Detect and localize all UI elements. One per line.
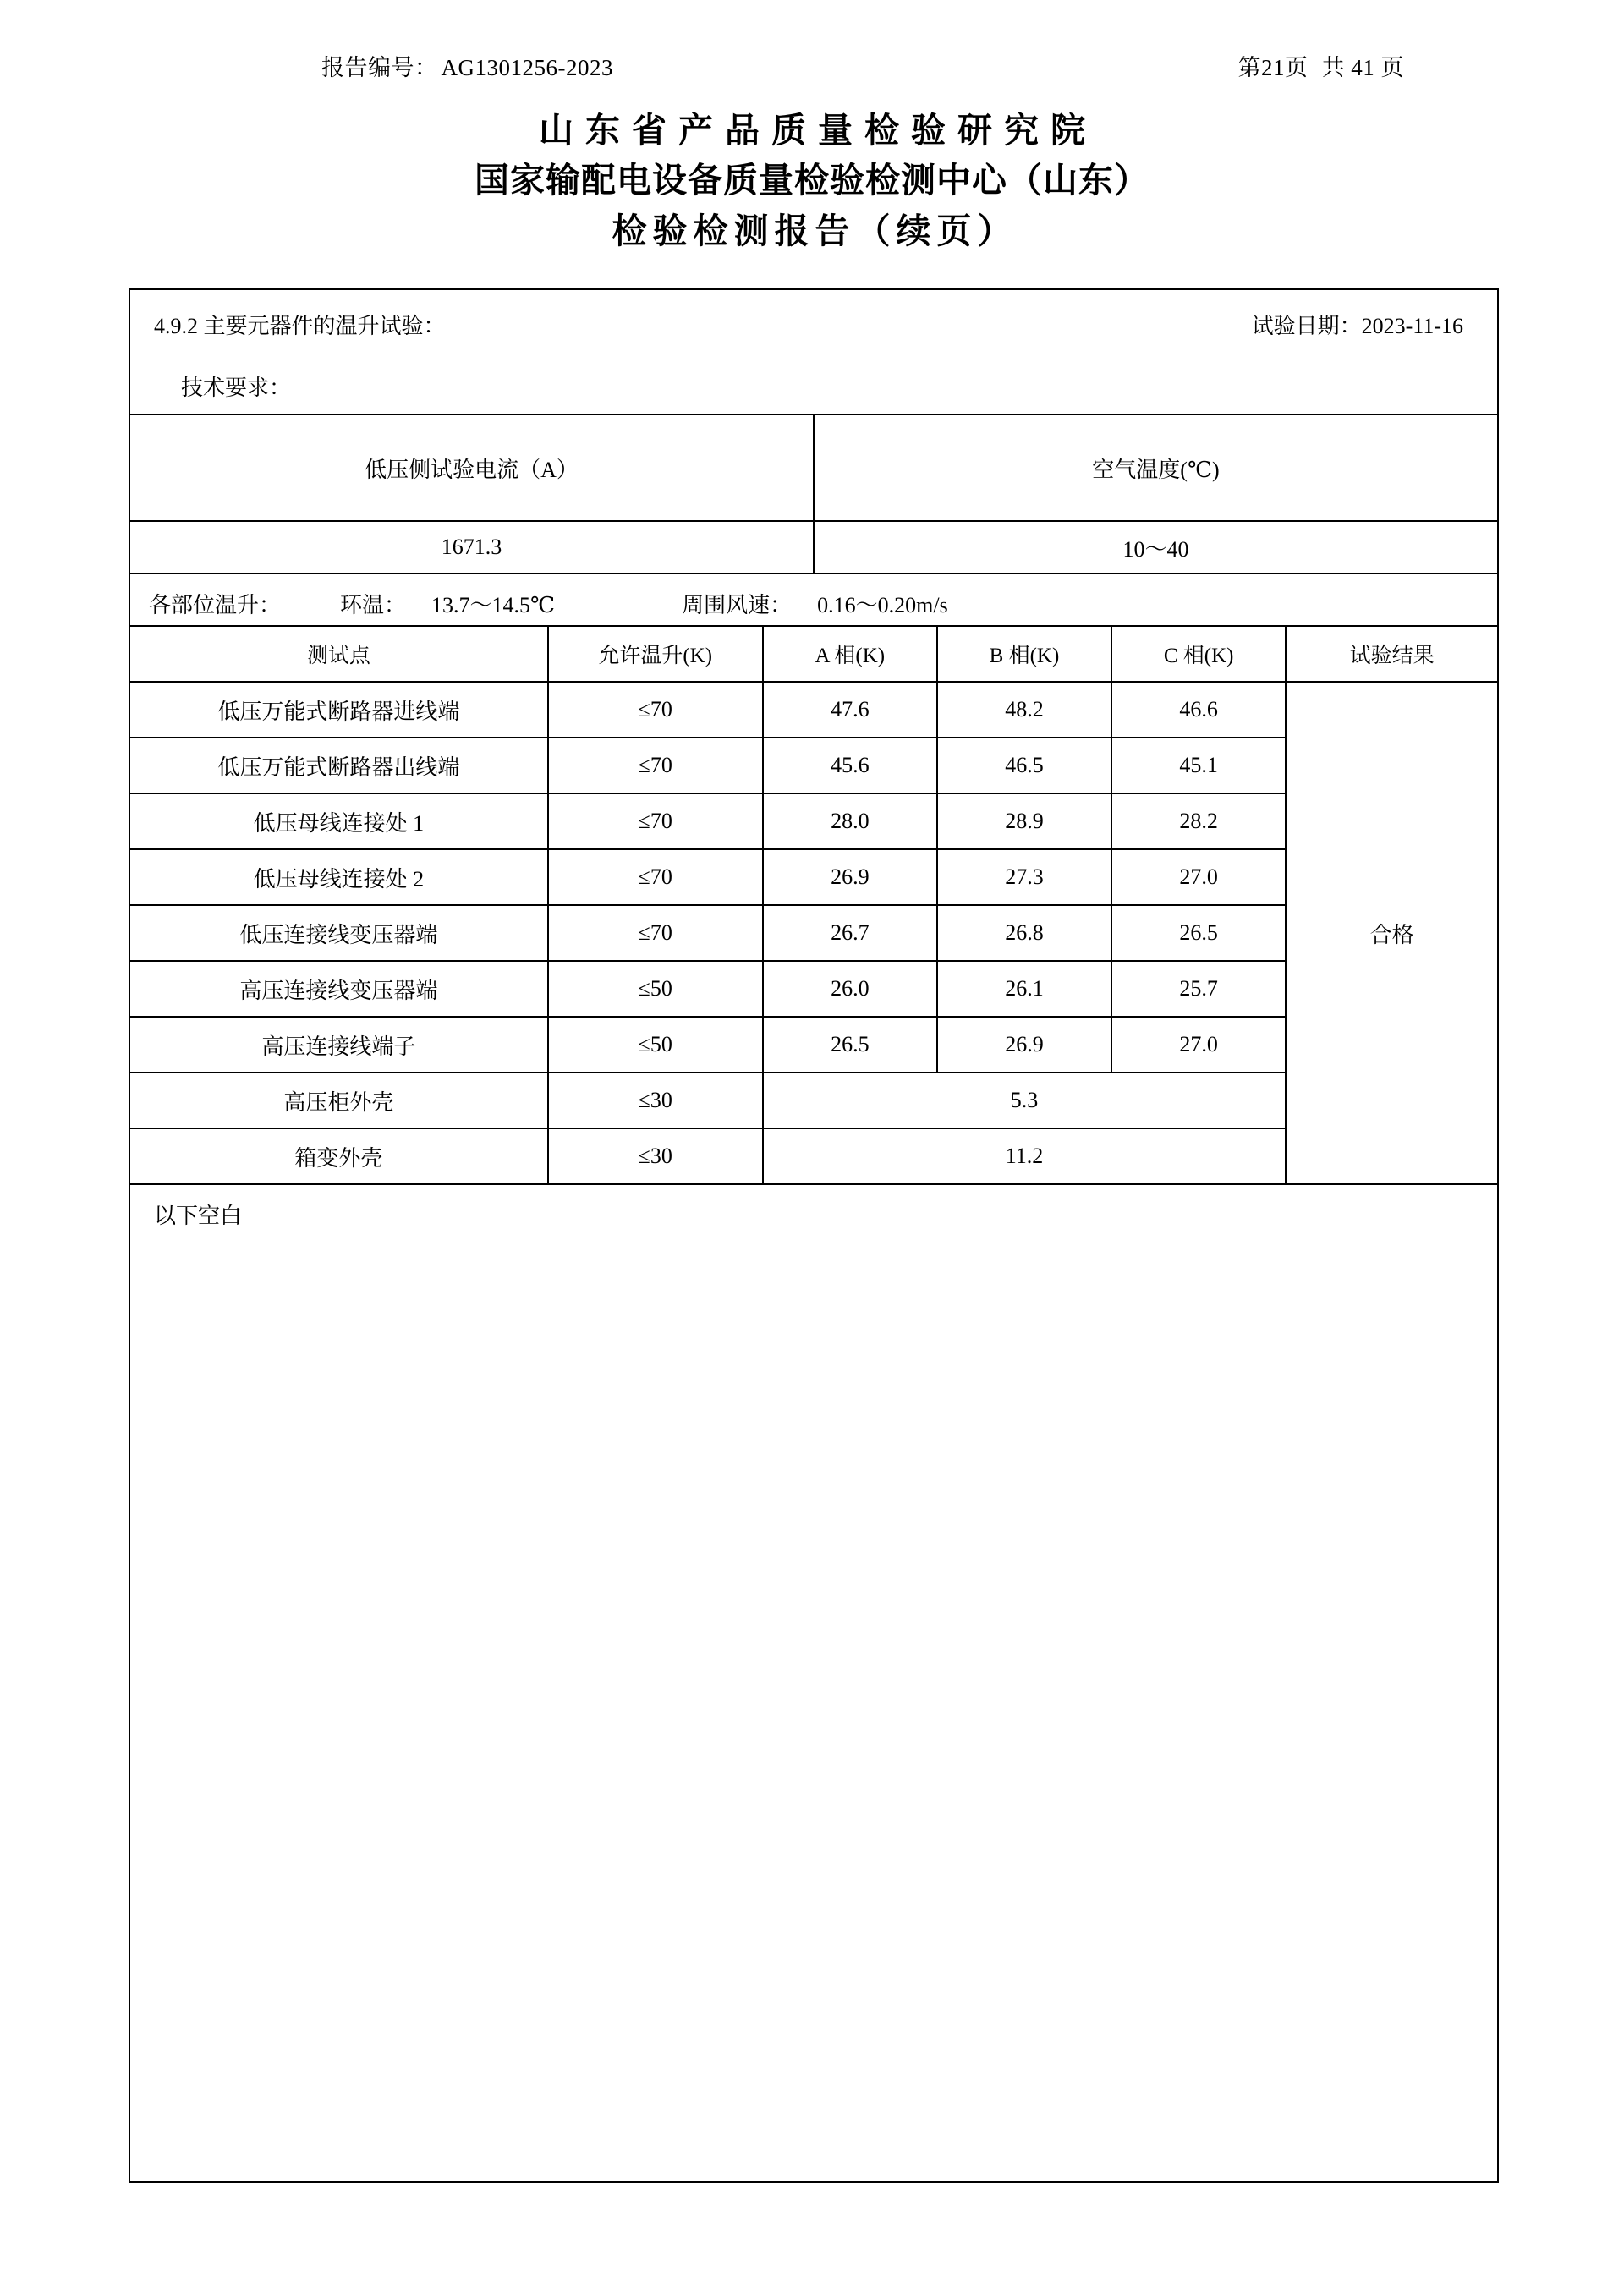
document-titles	[0, 106, 1624, 256]
cell-point: 箱变外壳	[130, 1128, 548, 1184]
section-title: 4.9.2 主要元器件的温升试验：	[154, 314, 446, 338]
cell-point: 低压万能式断路器出线端	[130, 738, 548, 793]
column-header-result: 试验结果	[1286, 627, 1497, 682]
table-header-row	[130, 627, 1497, 682]
cell-phase-a: 28.0	[763, 793, 937, 849]
column-header-limit: 允许温升(K)	[548, 627, 763, 682]
cell-limit: ≤50	[548, 1017, 763, 1073]
page-number-total: 共 41 页	[1321, 55, 1404, 80]
cell-limit: ≤70	[548, 905, 763, 961]
cell-point: 低压母线连接处 1	[130, 793, 548, 849]
wind-speed-value: 0.16～0.20m/s	[817, 593, 948, 617]
table-row	[130, 414, 1497, 521]
cell-limit: ≤50	[548, 961, 763, 1017]
table-row	[130, 682, 1497, 738]
institute-title: 山东省产品质量检验研究院	[539, 111, 1097, 150]
cell-phase-a: 45.6	[763, 738, 937, 793]
condition-label: 各部位温升：	[149, 593, 282, 617]
report-number	[321, 49, 613, 82]
cell-phase-c: 25.7	[1111, 961, 1286, 1017]
section-header	[130, 290, 1497, 340]
column-header-phase-b: B 相(K)	[937, 627, 1111, 682]
cell-phase-b: 26.8	[937, 905, 1111, 961]
cell-limit: ≤30	[548, 1073, 763, 1128]
cell-phase-b: 46.5	[937, 738, 1111, 793]
blank-note: 以下空白	[154, 1204, 243, 1228]
cell-phase-a: 26.7	[763, 905, 937, 961]
req-value-air-temp: 10～40	[814, 521, 1497, 573]
cell-point: 低压母线连接处 2	[130, 849, 548, 905]
cell-phase-a: 26.5	[763, 1017, 937, 1073]
cell-phase-c: 28.2	[1111, 793, 1286, 849]
cell-phase-c: 26.5	[1111, 905, 1286, 961]
column-header-phase-a: A 相(K)	[763, 627, 937, 682]
requirement-table	[130, 414, 1497, 574]
cell-limit: ≤70	[548, 738, 763, 793]
column-header-phase-c: C 相(K)	[1111, 627, 1286, 682]
req-header-current: 低压侧试验电流（A）	[130, 414, 814, 521]
cell-phase-c: 27.0	[1111, 849, 1286, 905]
cell-value-merged: 5.3	[763, 1073, 1287, 1128]
table-row	[130, 521, 1497, 573]
req-value-current: 1671.3	[130, 521, 814, 573]
cell-phase-b: 26.1	[937, 961, 1111, 1017]
req-header-air-temp: 空气温度(℃)	[814, 414, 1497, 521]
cell-point: 高压连接线变压器端	[130, 961, 548, 1017]
test-date: 试验日期：2023-11-16	[1251, 314, 1463, 338]
report-number-value: AG1301256-2023	[441, 55, 613, 80]
temperature-rise-table	[130, 627, 1497, 1185]
cell-limit: ≤70	[548, 793, 763, 849]
cell-phase-c: 45.1	[1111, 738, 1286, 793]
cell-point: 高压柜外壳	[130, 1073, 548, 1128]
cell-phase-a: 26.9	[763, 849, 937, 905]
page-number-current: 第21页	[1237, 55, 1309, 80]
cell-limit: ≤70	[548, 849, 763, 905]
cell-phase-b: 48.2	[937, 682, 1111, 738]
wind-speed-label: 周围风速：	[682, 593, 793, 617]
cell-phase-b: 28.9	[937, 793, 1111, 849]
cell-phase-a: 47.6	[763, 682, 937, 738]
report-title: 检验检测报告（续页）	[612, 211, 1018, 250]
cell-limit: ≤70	[548, 682, 763, 738]
cell-point: 低压连接线变压器端	[130, 905, 548, 961]
cell-value-merged: 11.2	[763, 1128, 1287, 1184]
report-number-label: 报告编号：	[321, 55, 438, 80]
page-number	[1238, 49, 1405, 82]
condition-line	[130, 574, 1497, 627]
cell-point: 低压万能式断路器进线端	[130, 682, 548, 738]
cell-limit: ≤30	[548, 1128, 763, 1184]
ambient-value: 13.7～14.5℃	[431, 593, 556, 617]
technical-requirement-label: 技术要求：	[181, 376, 292, 400]
cell-phase-a: 26.0	[763, 961, 937, 1017]
cell-result: 合格	[1286, 682, 1497, 1184]
cell-phase-c: 46.6	[1111, 682, 1286, 738]
cell-point: 高压连接线端子	[130, 1017, 548, 1073]
cell-phase-c: 27.0	[1111, 1017, 1286, 1073]
content-frame	[129, 288, 1499, 2183]
cell-phase-b: 26.9	[937, 1017, 1111, 1073]
page-header	[321, 49, 1404, 82]
ambient-label: 环温：	[340, 593, 407, 617]
center-title: 国家输配电设备质量检验检测中心（山东）	[475, 161, 1149, 200]
cell-phase-b: 27.3	[937, 849, 1111, 905]
column-header-point: 测试点	[130, 627, 548, 682]
